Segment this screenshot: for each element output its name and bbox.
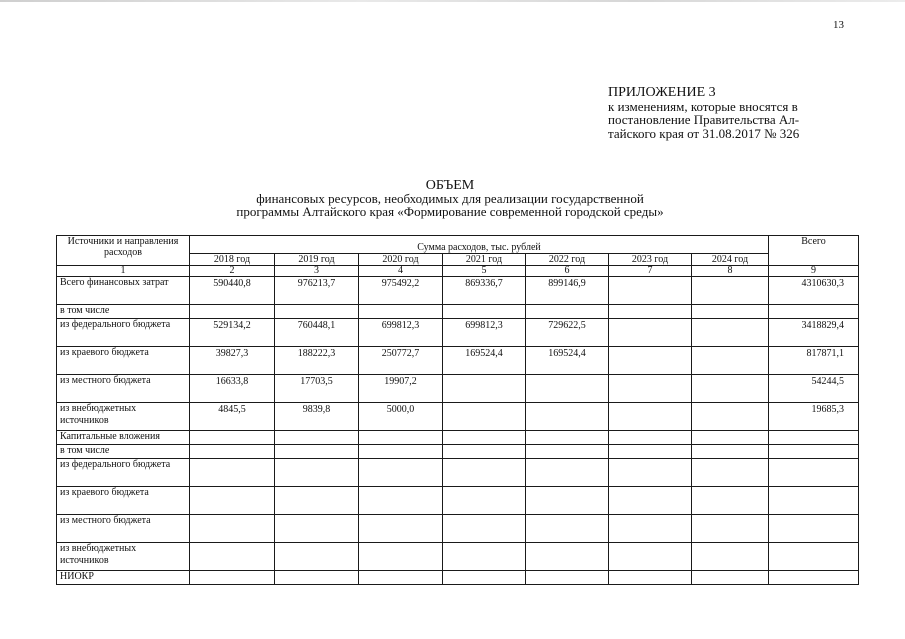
cell-value	[443, 543, 526, 571]
heading-line: финансовых ресурсов, необходимых для реализации государственной	[256, 191, 644, 206]
column-index: 5	[443, 266, 526, 277]
cell-value	[692, 445, 769, 459]
table-row	[57, 305, 859, 319]
cell-value	[443, 571, 526, 585]
cell-value	[692, 459, 769, 487]
cell-value	[359, 305, 443, 319]
table-row	[57, 543, 859, 571]
cell-value	[609, 487, 692, 515]
cell-value	[692, 487, 769, 515]
cell-value	[692, 431, 769, 445]
cell-value	[609, 431, 692, 445]
cell-value: 529134,2	[190, 319, 275, 347]
cell-value	[609, 277, 692, 305]
header-year: 2022 год	[526, 254, 609, 266]
cell-value: 19907,2	[359, 375, 443, 403]
cell-value	[692, 277, 769, 305]
cell-value: 16633,8	[190, 375, 275, 403]
cell-value	[526, 487, 609, 515]
cell-total: 4310630,3	[769, 277, 859, 305]
cell-value: 976213,7	[275, 277, 359, 305]
cell-value: 188222,3	[275, 347, 359, 375]
cell-value	[609, 543, 692, 571]
cell-value	[359, 445, 443, 459]
cell-value	[190, 487, 275, 515]
cell-value: 169524,4	[526, 347, 609, 375]
row-label: из местного бюджета	[57, 515, 190, 543]
cell-value	[609, 305, 692, 319]
cell-value	[609, 515, 692, 543]
table-row	[57, 277, 859, 305]
cell-value	[692, 515, 769, 543]
cell-value: 975492,2	[359, 277, 443, 305]
cell-total: 3418829,4	[769, 319, 859, 347]
cell-value	[443, 487, 526, 515]
appendix-block	[608, 86, 799, 140]
cell-value: 169524,4	[443, 347, 526, 375]
cell-total	[769, 543, 859, 571]
cell-value	[692, 571, 769, 585]
cell-value	[190, 459, 275, 487]
page-number: 13	[833, 19, 844, 31]
header-year: 2019 год	[275, 254, 359, 266]
table-row	[57, 375, 859, 403]
cell-value	[190, 431, 275, 445]
cell-value	[692, 347, 769, 375]
header-year: 2018 год	[190, 254, 275, 266]
cell-total	[769, 305, 859, 319]
table-row	[57, 445, 859, 459]
row-label: из краевого бюджета	[57, 487, 190, 515]
cell-value	[275, 543, 359, 571]
cell-value	[692, 319, 769, 347]
column-index: 7	[609, 266, 692, 277]
cell-value	[526, 459, 609, 487]
cell-value	[443, 515, 526, 543]
cell-value	[609, 459, 692, 487]
table-row	[57, 403, 859, 431]
appendix-line: тайского края от 31.08.2017 № 326	[608, 125, 800, 141]
cell-value: 869336,7	[443, 277, 526, 305]
cell-value	[359, 515, 443, 543]
cell-value: 250772,7	[359, 347, 443, 375]
cell-value	[609, 403, 692, 431]
cell-value	[359, 431, 443, 445]
header-total: Всего	[769, 236, 859, 266]
cell-value	[190, 515, 275, 543]
column-index: 4	[359, 266, 443, 277]
cell-value: 699812,3	[359, 319, 443, 347]
cell-value	[692, 375, 769, 403]
header-sum: Сумма расходов, тыс. рублей	[190, 236, 769, 254]
cell-value	[190, 543, 275, 571]
row-label: из внебюджетных источников	[57, 543, 190, 571]
cell-value	[443, 431, 526, 445]
header-year: 2023 год	[609, 254, 692, 266]
cell-value	[526, 375, 609, 403]
row-label: НИОКР	[57, 571, 190, 585]
cell-total: 54244,5	[769, 375, 859, 403]
cell-value	[275, 431, 359, 445]
cell-value	[443, 305, 526, 319]
cell-value	[526, 403, 609, 431]
cell-value	[692, 305, 769, 319]
cell-value	[526, 431, 609, 445]
cell-value: 899146,9	[526, 277, 609, 305]
cell-total	[769, 445, 859, 459]
cell-value: 9839,8	[275, 403, 359, 431]
cell-value	[190, 445, 275, 459]
table-row	[57, 571, 859, 585]
cell-value: 729622,5	[526, 319, 609, 347]
cell-value	[359, 571, 443, 585]
row-label: из краевого бюджета	[57, 347, 190, 375]
cell-value: 4845,5	[190, 403, 275, 431]
row-label: в том числе	[57, 445, 190, 459]
cell-value: 590440,8	[190, 277, 275, 305]
cell-value	[526, 305, 609, 319]
row-label: из внебюджетных источников	[57, 403, 190, 431]
cell-value	[275, 459, 359, 487]
cell-value	[359, 459, 443, 487]
cell-value	[359, 487, 443, 515]
cell-value: 17703,5	[275, 375, 359, 403]
cell-total	[769, 571, 859, 585]
cell-value	[359, 543, 443, 571]
header-year: 2021 год	[443, 254, 526, 266]
cell-value	[275, 515, 359, 543]
document-heading	[180, 179, 720, 218]
column-index: 2	[190, 266, 275, 277]
cell-value	[526, 571, 609, 585]
column-index: 3	[275, 266, 359, 277]
cell-value	[275, 571, 359, 585]
heading-line: программы Алтайского края «Формирование современной городской среды»	[236, 204, 664, 219]
cell-total	[769, 459, 859, 487]
table-row	[57, 347, 859, 375]
cell-value	[609, 571, 692, 585]
cell-value	[526, 515, 609, 543]
cell-value	[526, 445, 609, 459]
table-row	[57, 487, 859, 515]
table-row	[57, 431, 859, 445]
appendix-line: к изменениям, которые вносятся в	[608, 98, 798, 114]
cell-value: 699812,3	[443, 319, 526, 347]
appendix-title: ПРИЛОЖЕНИЕ 3	[608, 85, 716, 100]
appendix-line: постановление Правительства Ал-	[608, 112, 800, 127]
table-row	[57, 515, 859, 543]
cell-total	[769, 487, 859, 515]
cell-value	[275, 305, 359, 319]
scan-edge-artifact	[0, 0, 905, 2]
header-year: 2024 год	[692, 254, 769, 266]
cell-value	[443, 375, 526, 403]
cell-value	[526, 543, 609, 571]
cell-value	[190, 305, 275, 319]
cell-total: 817871,1	[769, 347, 859, 375]
column-index: 8	[692, 266, 769, 277]
row-label: Всего финансовых затрат	[57, 277, 190, 305]
cell-value	[609, 445, 692, 459]
cell-value	[275, 445, 359, 459]
row-label: из федерального бюджета	[57, 459, 190, 487]
cell-value: 760448,1	[275, 319, 359, 347]
header-year: 2020 год	[359, 254, 443, 266]
column-index: 9	[769, 266, 859, 277]
cell-total: 19685,3	[769, 403, 859, 431]
row-label: из местного бюджета	[57, 375, 190, 403]
heading-title: ОБЪЕМ	[425, 178, 475, 193]
column-index: 6	[526, 266, 609, 277]
row-label: в том числе	[57, 305, 190, 319]
cell-value	[443, 459, 526, 487]
cell-value	[692, 403, 769, 431]
column-index: 1	[57, 266, 190, 277]
cell-value	[275, 487, 359, 515]
cell-total	[769, 515, 859, 543]
table-row	[57, 459, 859, 487]
cell-value	[692, 543, 769, 571]
header-sources: Источники и направления расходов	[57, 236, 190, 266]
cell-value	[609, 375, 692, 403]
cell-value: 5000,0	[359, 403, 443, 431]
cell-total	[769, 431, 859, 445]
cell-value	[609, 347, 692, 375]
row-label: Капитальные вложения	[57, 431, 190, 445]
cell-value	[190, 571, 275, 585]
row-label: из федерального бюджета	[57, 319, 190, 347]
cell-value: 39827,3	[190, 347, 275, 375]
cell-value	[609, 319, 692, 347]
budget-table	[56, 235, 859, 585]
cell-value	[443, 445, 526, 459]
cell-value	[443, 403, 526, 431]
table-row	[57, 319, 859, 347]
